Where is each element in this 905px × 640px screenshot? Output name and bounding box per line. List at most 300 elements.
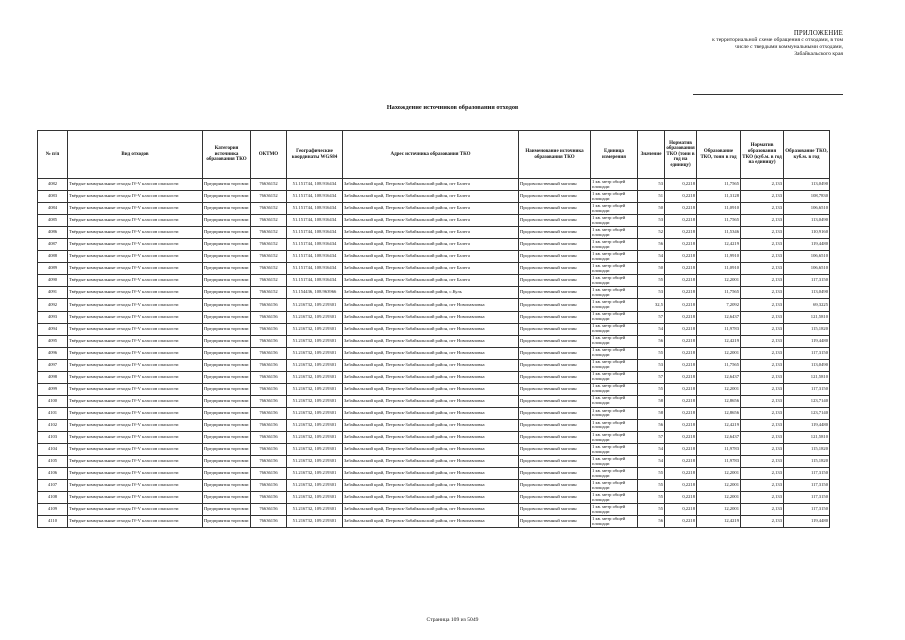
cell-coordinates: 51.151744, 108.916434 [287,179,343,191]
cell-source-name: Продовольственный магазин [519,323,591,335]
cell-coordinates: 51.151744, 108.916434 [287,239,343,251]
cell-value: 55 [638,347,665,359]
cell-oktmo: 76636156 [251,371,287,383]
table-row [38,275,830,287]
cell-address: Забайкальский край, Петровск-Забайкальский район, пгт Новопавловка [343,311,519,323]
cell-oktmo: 76636152 [251,287,287,299]
cell-generation-cubic: 117,3150 [784,275,830,287]
cell-waste-type: Твёрдые коммунальные отходы IV-V классов опасности [68,371,203,383]
table-row [38,444,830,456]
cell-norm-cubic: 2,133 [741,504,784,516]
cell-waste-type: Твёрдые коммунальные отходы IV-V классов опасности [68,383,203,395]
cell-source-category: Предприятия торговли [203,287,251,299]
cell-generation-tons: 12,2001 [697,492,741,504]
table-row [38,347,830,359]
cell-generation-tons: 11,9783 [697,456,741,468]
cell-oktmo: 76636156 [251,419,287,431]
cell-address: Забайкальский край, Петровск-Забайкальский район, пгт Новопавловка [343,456,519,468]
cell-source-name: Продовольственный магазин [519,480,591,492]
cell-address: Забайкальский край, Петровск-Забайкальский район, пгт Новопавловка [343,347,519,359]
cell-unit: 1 кв. метр общей площади [591,504,638,516]
cell-generation-cubic: 121,5810 [784,371,830,383]
cell-number: 4110 [38,516,68,528]
cell-source-name: Продовольственный магазин [519,347,591,359]
cell-number: 4096 [38,347,68,359]
document-title: Нахождение источников образования отходов [386,104,519,111]
header-norm-tons: Норматив образования ТКО (тонн в год на единицу) [665,131,697,179]
cell-value: 55 [638,492,665,504]
header-generation-tons: Образование ТКО, тонн в год [697,131,741,179]
cell-oktmo: 76636156 [251,456,287,468]
cell-coordinates: 51.216732, 109.219301 [287,407,343,419]
cell-number: 4103 [38,431,68,443]
cell-norm-tons: 0,2218 [665,371,697,383]
cell-number: 4099 [38,383,68,395]
cell-value: 50 [638,203,665,215]
cell-generation-tons: 11,7565 [697,287,741,299]
cell-number: 4087 [38,239,68,251]
cell-oktmo: 76636156 [251,395,287,407]
cell-source-category: Предприятия торговли [203,383,251,395]
cell-generation-tons: 12,4219 [697,335,741,347]
cell-norm-tons: 0,2218 [665,419,697,431]
cell-norm-cubic: 2,133 [741,371,784,383]
cell-norm-cubic: 2,133 [741,299,784,311]
cell-number: 4106 [38,468,68,480]
cell-source-category: Предприятия торговли [203,480,251,492]
cell-source-name: Продовольственный магазин [519,263,591,275]
cell-source-category: Предприятия торговли [203,504,251,516]
cell-value: 55 [638,468,665,480]
cell-norm-cubic: 2,133 [741,275,784,287]
cell-generation-tons: 12,8656 [697,395,741,407]
cell-value: 53 [638,359,665,371]
cell-number: 4109 [38,504,68,516]
cell-oktmo: 76636152 [251,239,287,251]
cell-generation-cubic: 117,3150 [784,492,830,504]
cell-norm-tons: 0,2218 [665,203,697,215]
cell-norm-tons: 0,2218 [665,504,697,516]
cell-source-name: Продовольственный магазин [519,275,591,287]
cell-coordinates: 51.216732, 109.219301 [287,335,343,347]
appendix-line: Забайкальского края [794,51,843,57]
cell-waste-type: Твёрдые коммунальные отходы IV-V классов опасности [68,516,203,528]
cell-address: Забайкальский край, Петровск-Забайкальский район, пгт Новопавловка [343,407,519,419]
cell-norm-tons: 0,2218 [665,468,697,480]
cell-source-category: Предприятия торговли [203,239,251,251]
cell-source-category: Предприятия торговли [203,311,251,323]
cell-address: Забайкальский край, Петровск-Забайкальский район, пгт Балега [343,215,519,227]
cell-source-category: Предприятия торговли [203,227,251,239]
cell-norm-cubic: 2,133 [741,191,784,203]
cell-value: 54 [638,456,665,468]
cell-unit: 1 кв. метр общей площади [591,215,638,227]
cell-unit: 1 кв. метр общей площади [591,431,638,443]
cell-address: Забайкальский край, Петровск-Забайкальский район, пгт Новопавловка [343,492,519,504]
cell-oktmo: 76636156 [251,492,287,504]
cell-coordinates: 51.216732, 109.219301 [287,504,343,516]
table-row [38,395,830,407]
cell-norm-tons: 0,2218 [665,191,697,203]
cell-norm-cubic: 2,133 [741,179,784,191]
cell-generation-tons: 12,4219 [697,419,741,431]
cell-norm-tons: 0,2218 [665,395,697,407]
signature-line [693,94,843,95]
cell-generation-cubic: 119,4480 [784,419,830,431]
cell-oktmo: 76636156 [251,323,287,335]
cell-norm-cubic: 2,133 [741,444,784,456]
cell-oktmo: 76636152 [251,203,287,215]
cell-generation-tons: 7,2092 [697,299,741,311]
cell-oktmo: 76636156 [251,431,287,443]
cell-waste-type: Твёрдые коммунальные отходы IV-V классов опасности [68,299,203,311]
cell-waste-type: Твёрдые коммунальные отходы IV-V классов опасности [68,251,203,263]
cell-oktmo: 76636152 [251,215,287,227]
cell-source-name: Продовольственный магазин [519,191,591,203]
cell-source-name: Продовольственный магазин [519,179,591,191]
cell-oktmo: 76636156 [251,407,287,419]
cell-generation-tons: 11,9783 [697,444,741,456]
table-row [38,251,830,263]
cell-oktmo: 76636152 [251,263,287,275]
cell-coordinates: 51.151744, 108.916434 [287,227,343,239]
cell-address: Забайкальский край, Петровск-Забайкальский район, пгт Новопавловка [343,444,519,456]
cell-value: 51 [638,191,665,203]
cell-oktmo: 76636156 [251,444,287,456]
cell-generation-cubic: 115,1820 [784,444,830,456]
cell-coordinates: 51.216732, 109.219301 [287,359,343,371]
cell-number: 4086 [38,227,68,239]
cell-norm-cubic: 2,133 [741,395,784,407]
cell-value: 56 [638,516,665,528]
cell-norm-tons: 0,2218 [665,263,697,275]
cell-source-category: Предприятия торговли [203,179,251,191]
cell-source-name: Продовольственный магазин [519,299,591,311]
cell-unit: 1 кв. метр общей площади [591,287,638,299]
cell-generation-cubic: 108,7830 [784,191,830,203]
cell-oktmo: 76636152 [251,179,287,191]
cell-unit: 1 кв. метр общей площади [591,311,638,323]
cell-unit: 1 кв. метр общей площади [591,347,638,359]
cell-value: 57 [638,431,665,443]
cell-generation-tons: 12,4219 [697,239,741,251]
header-oktmo: ОКТМО [251,131,287,179]
cell-source-category: Предприятия торговли [203,203,251,215]
cell-coordinates: 51.216732, 109.219301 [287,419,343,431]
cell-value: 55 [638,383,665,395]
cell-number: 4100 [38,395,68,407]
cell-oktmo: 76636156 [251,516,287,528]
cell-norm-tons: 0,2218 [665,480,697,492]
cell-address: Забайкальский край, Петровск-Забайкальский район, пгт Новопавловка [343,419,519,431]
cell-address: Забайкальский край, Петровск-Забайкальский район, пгт Балега [343,191,519,203]
cell-coordinates: 51.151744, 108.916434 [287,215,343,227]
cell-address: Забайкальский край, Петровск-Забайкальский район, пгт Балега [343,239,519,251]
cell-waste-type: Твёрдые коммунальные отходы IV-V классов опасности [68,191,203,203]
table-row [38,287,830,299]
table-row [38,383,830,395]
cell-norm-cubic: 2,133 [741,347,784,359]
cell-number: 4082 [38,179,68,191]
cell-oktmo: 76636156 [251,311,287,323]
cell-address: Забайкальский край, Петровск-Забайкальский район, пгт Новопавловка [343,383,519,395]
cell-norm-cubic: 2,133 [741,215,784,227]
cell-waste-type: Твёрдые коммунальные отходы IV-V классов опасности [68,311,203,323]
cell-unit: 1 кв. метр общей площади [591,203,638,215]
header-waste-type: Вид отходов [68,131,203,179]
header-number: № п/п [38,131,68,179]
cell-generation-cubic: 110,9160 [784,227,830,239]
cell-unit: 1 кв. метр общей площади [591,239,638,251]
cell-norm-cubic: 2,133 [741,251,784,263]
cell-generation-tons: 12,2001 [697,383,741,395]
cell-unit: 1 кв. метр общей площади [591,383,638,395]
cell-value: 50 [638,263,665,275]
cell-number: 4098 [38,371,68,383]
cell-address: Забайкальский край, Петровск-Забайкальский район, пгт Балега [343,251,519,263]
header-source-name: Наименование источника образования ТКО [519,131,591,179]
table-row [38,456,830,468]
cell-norm-tons: 0,2218 [665,516,697,528]
cell-norm-cubic: 2,133 [741,311,784,323]
cell-norm-cubic: 2,133 [741,492,784,504]
table-row [38,407,830,419]
cell-waste-type: Твёрдые коммунальные отходы IV-V классов опасности [68,323,203,335]
cell-source-name: Продовольственный магазин [519,287,591,299]
table-row [38,299,830,311]
cell-source-name: Продовольственный магазин [519,492,591,504]
cell-coordinates: 51.216732, 109.219301 [287,299,343,311]
cell-unit: 1 кв. метр общей площади [591,456,638,468]
cell-generation-cubic: 117,3150 [784,468,830,480]
cell-generation-cubic: 69,3225 [784,299,830,311]
cell-source-name: Продовольственный магазин [519,371,591,383]
cell-coordinates: 51.216732, 109.219301 [287,371,343,383]
table-row [38,359,830,371]
cell-unit: 1 кв. метр общей площади [591,444,638,456]
cell-coordinates: 51.151744, 108.916434 [287,275,343,287]
cell-value: 53 [638,215,665,227]
cell-source-name: Продовольственный магазин [519,359,591,371]
cell-generation-tons: 11,0910 [697,203,741,215]
cell-number: 4094 [38,323,68,335]
cell-address: Забайкальский край, Петровск-Забайкальский район, пгт Балега [343,263,519,275]
cell-generation-tons: 11,7565 [697,359,741,371]
cell-source-name: Продовольственный магазин [519,431,591,443]
waste-sources-table [37,130,830,528]
cell-generation-cubic: 106,6510 [784,203,830,215]
cell-source-name: Продовольственный магазин [519,504,591,516]
cell-generation-tons: 11,7565 [697,179,741,191]
cell-coordinates: 51.216732, 109.219301 [287,456,343,468]
cell-source-category: Предприятия торговли [203,371,251,383]
cell-coordinates: 51.216732, 109.219301 [287,383,343,395]
cell-value: 54 [638,251,665,263]
cell-oktmo: 76636156 [251,504,287,516]
cell-generation-cubic: 115,1820 [784,323,830,335]
cell-norm-tons: 0,2218 [665,407,697,419]
cell-address: Забайкальский край, Петровск-Забайкальский район, пгт Новопавловка [343,431,519,443]
cell-number: 4091 [38,287,68,299]
cell-unit: 1 кв. метр общей площади [591,395,638,407]
table-row [38,311,830,323]
cell-unit: 1 кв. метр общей площади [591,419,638,431]
cell-waste-type: Твёрдые коммунальные отходы IV-V классов опасности [68,419,203,431]
cell-number: 4083 [38,191,68,203]
cell-waste-type: Твёрдые коммунальные отходы IV-V классов опасности [68,444,203,456]
cell-number: 4102 [38,419,68,431]
cell-waste-type: Твёрдые коммунальные отходы IV-V классов опасности [68,504,203,516]
cell-address: Забайкальский край, Петровск-Забайкальский район, с.Куль [343,287,519,299]
table-row [38,335,830,347]
cell-norm-cubic: 2,133 [741,287,784,299]
cell-norm-cubic: 2,133 [741,468,784,480]
cell-value: 57 [638,371,665,383]
header-value: Значение [638,131,665,179]
cell-source-category: Предприятия торговли [203,215,251,227]
cell-waste-type: Твёрдые коммунальные отходы IV-V классов опасности [68,335,203,347]
cell-unit: 1 кв. метр общей площади [591,227,638,239]
cell-value: 57 [638,311,665,323]
cell-norm-cubic: 2,133 [741,359,784,371]
cell-source-name: Продовольственный магазин [519,215,591,227]
cell-coordinates: 51.216732, 109.219301 [287,516,343,528]
cell-norm-tons: 0,2218 [665,251,697,263]
cell-waste-type: Твёрдые коммунальные отходы IV-V классов опасности [68,275,203,287]
cell-value: 55 [638,480,665,492]
cell-value: 58 [638,395,665,407]
cell-value: 53 [638,179,665,191]
cell-norm-tons: 0,2218 [665,431,697,443]
cell-norm-tons: 0,2218 [665,323,697,335]
table-row [38,516,830,528]
cell-coordinates: 51.216732, 109.219301 [287,468,343,480]
cell-coordinates: 51.154436, 108.963966 [287,287,343,299]
cell-waste-type: Твёрдые коммунальные отходы IV-V классов опасности [68,287,203,299]
cell-source-category: Предприятия торговли [203,492,251,504]
appendix-block [643,30,843,58]
cell-generation-cubic: 113,0490 [784,179,830,191]
header-generation-cubic: Образование ТКО, куб.м. в год [784,131,830,179]
cell-norm-tons: 0,2218 [665,179,697,191]
cell-norm-tons: 0,2218 [665,215,697,227]
cell-address: Забайкальский край, Петровск-Забайкальский район, пгт Новопавловка [343,299,519,311]
cell-coordinates: 51.216732, 109.219301 [287,431,343,443]
cell-value: 54 [638,444,665,456]
cell-generation-cubic: 106,6510 [784,251,830,263]
cell-generation-cubic: 123,7140 [784,407,830,419]
cell-norm-tons: 0,2218 [665,299,697,311]
cell-value: 56 [638,335,665,347]
cell-unit: 1 кв. метр общей площади [591,275,638,287]
table-row [38,371,830,383]
cell-unit: 1 кв. метр общей площади [591,516,638,528]
cell-source-category: Предприятия торговли [203,359,251,371]
cell-number: 4105 [38,456,68,468]
cell-generation-cubic: 117,3150 [784,504,830,516]
table-row [38,468,830,480]
cell-number: 4084 [38,203,68,215]
cell-oktmo: 76636156 [251,359,287,371]
table-row [38,191,830,203]
cell-unit: 1 кв. метр общей площади [591,407,638,419]
cell-unit: 1 кв. метр общей площади [591,371,638,383]
cell-waste-type: Твёрдые коммунальные отходы IV-V классов опасности [68,431,203,443]
cell-generation-cubic: 117,3150 [784,480,830,492]
table-row [38,203,830,215]
cell-number: 4085 [38,215,68,227]
cell-source-category: Предприятия торговли [203,395,251,407]
cell-number: 4089 [38,263,68,275]
cell-value: 52 [638,227,665,239]
cell-value: 54 [638,323,665,335]
cell-address: Забайкальский край, Петровск-Забайкальский район, пгт Новопавловка [343,323,519,335]
cell-generation-tons: 11,5346 [697,227,741,239]
cell-source-name: Продовольственный магазин [519,203,591,215]
cell-generation-cubic: 119,4480 [784,335,830,347]
cell-address: Забайкальский край, Петровск-Забайкальский район, пгт Новопавловка [343,468,519,480]
cell-oktmo: 76636152 [251,251,287,263]
cell-waste-type: Твёрдые коммунальные отходы IV-V классов опасности [68,456,203,468]
cell-unit: 1 кв. метр общей площади [591,323,638,335]
cell-source-category: Предприятия торговли [203,419,251,431]
cell-waste-type: Твёрдые коммунальные отходы IV-V классов опасности [68,395,203,407]
cell-value: 55 [638,504,665,516]
cell-number: 4097 [38,359,68,371]
table-row [38,263,830,275]
cell-number: 4101 [38,407,68,419]
table-row [38,179,830,191]
cell-number: 4092 [38,299,68,311]
header-address: Адрес источника образования ТКО [343,131,519,179]
cell-generation-tons: 12,8656 [697,407,741,419]
cell-value: 56 [638,419,665,431]
cell-number: 4104 [38,444,68,456]
cell-norm-cubic: 2,133 [741,383,784,395]
cell-norm-tons: 0,2218 [665,383,697,395]
cell-unit: 1 кв. метр общей площади [591,179,638,191]
cell-coordinates: 51.216732, 109.219301 [287,492,343,504]
cell-address: Забайкальский край, Петровск-Забайкальский район, пгт Новопавловка [343,335,519,347]
page-footer: Страница 109 из 5049 [426,617,479,623]
cell-generation-cubic: 115,1820 [784,456,830,468]
cell-generation-cubic: 117,3150 [784,347,830,359]
cell-source-name: Продовольственный магазин [519,456,591,468]
cell-unit: 1 кв. метр общей площади [591,299,638,311]
table-row [38,504,830,516]
cell-norm-tons: 0,2218 [665,335,697,347]
cell-norm-cubic: 2,133 [741,203,784,215]
cell-unit: 1 кв. метр общей площади [591,468,638,480]
cell-source-name: Продовольственный магазин [519,395,591,407]
cell-generation-tons: 12,2001 [697,468,741,480]
cell-source-category: Предприятия торговли [203,516,251,528]
cell-generation-tons: 12,2001 [697,347,741,359]
cell-source-category: Предприятия торговли [203,456,251,468]
table-body [38,179,830,528]
appendix-title: ПРИЛОЖЕНИЕ [793,30,843,37]
cell-source-name: Продовольственный магазин [519,251,591,263]
cell-generation-tons: 12,2001 [697,480,741,492]
cell-waste-type: Твёрдые коммунальные отходы IV-V классов опасности [68,227,203,239]
cell-oktmo: 76636156 [251,480,287,492]
cell-address: Забайкальский край, Петровск-Забайкальский район, пгт Балега [343,227,519,239]
cell-coordinates: 51.151744, 108.916434 [287,203,343,215]
cell-address: Забайкальский край, Петровск-Забайкальский район, пгт Новопавловка [343,371,519,383]
cell-source-category: Предприятия торговли [203,275,251,287]
header-norm-cubic: Норматив образования ТКО (куб.м. в год на единицу) [741,131,784,179]
cell-waste-type: Твёрдые коммунальные отходы IV-V классов опасности [68,239,203,251]
